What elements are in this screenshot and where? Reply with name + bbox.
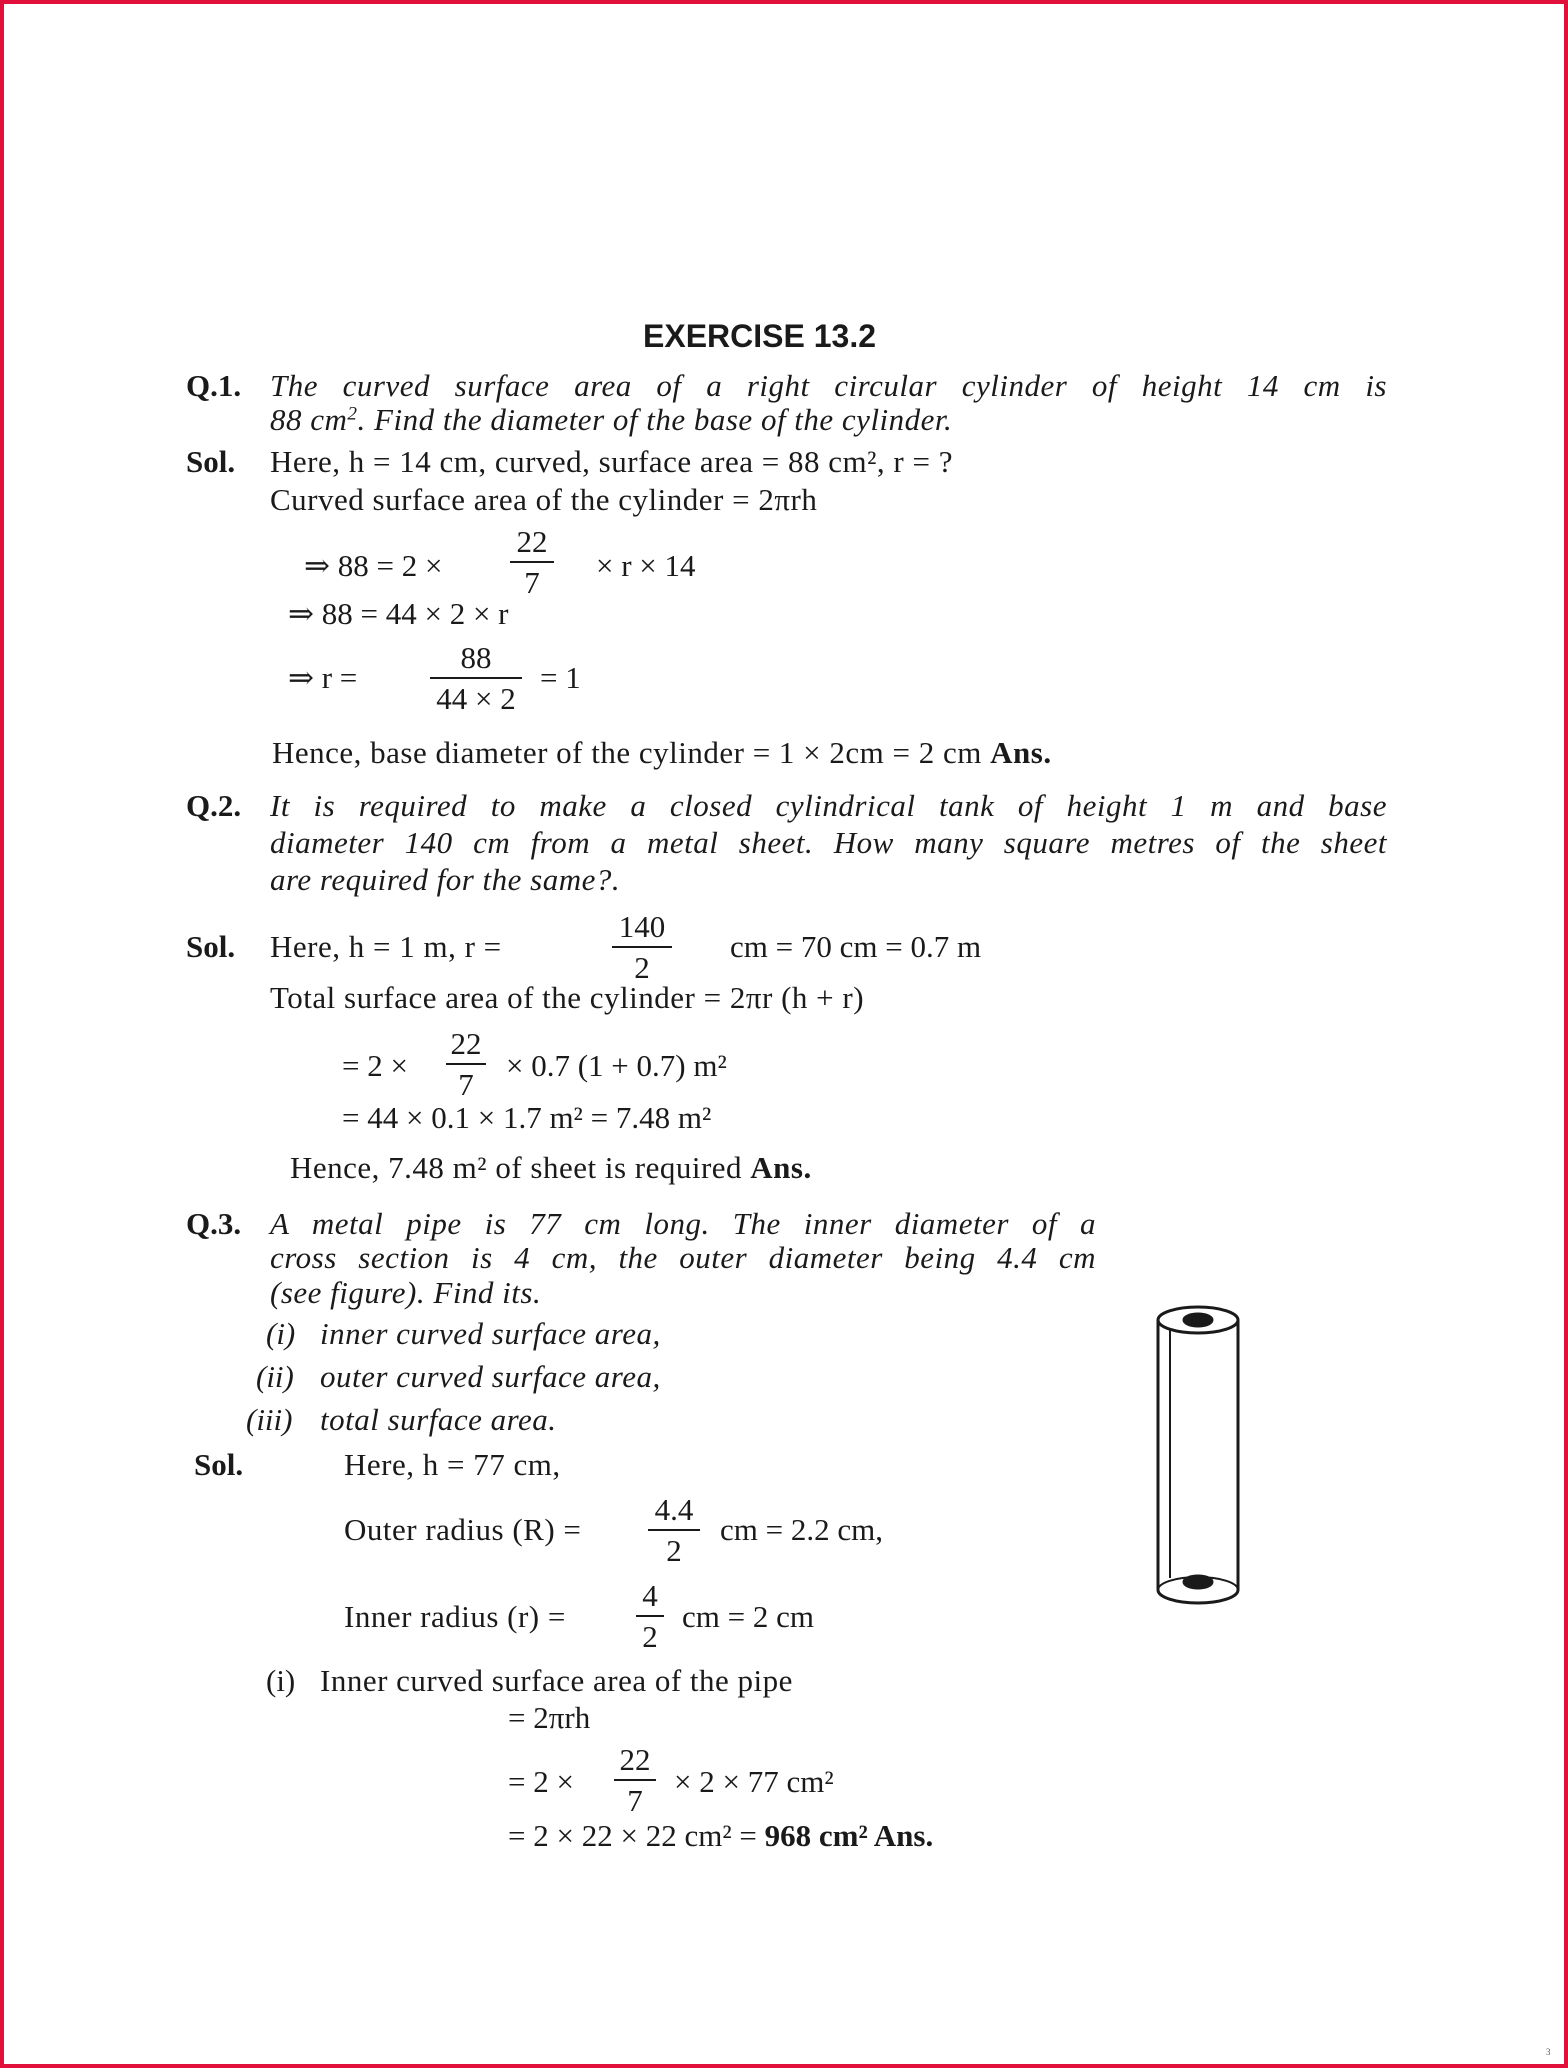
pipe-cylinder <box>1158 1307 1238 1603</box>
q1-step1-den: 7 <box>524 565 540 600</box>
q1-line1: The curved surface area of a right circular cylinder of height 14 cm is <box>270 368 1387 403</box>
q1-step2: ⇒ 88 = 44 × 2 × r <box>288 596 509 631</box>
q2-conclusion <box>290 1152 812 1183</box>
q3-line1: A metal pipe is 77 cm long. The inner diameter of a <box>270 1206 1096 1241</box>
fraction-bar <box>648 1529 700 1531</box>
q3-calc2-lhs: = 2 × <box>508 1764 574 1799</box>
q2-given-num: 140 <box>618 909 666 944</box>
q1-ans: Ans. <box>990 735 1052 770</box>
q2-given-fraction <box>612 911 672 983</box>
q3-sol-label: Sol. <box>194 1447 244 1482</box>
q1-line2-sup: 2 <box>347 403 358 425</box>
page-number: 3 <box>1546 2047 1551 2057</box>
q3-sub-i: Inner curved surface area of the pipe <box>320 1663 793 1698</box>
q1-conclusion <box>272 737 1052 768</box>
fraction-bar <box>636 1615 664 1617</box>
pipe-figure <box>1150 1300 1246 1612</box>
q1-step3-rhs: = 1 <box>540 660 581 695</box>
q2-step2: = 44 × 0.1 × 1.7 m² = 7.48 m² <box>342 1100 712 1135</box>
q3-outer-num: 4.4 <box>654 1492 694 1527</box>
q1-label: Q.1. <box>186 368 242 403</box>
q3-outer-den: 2 <box>666 1533 682 1568</box>
q1-step1-rhs: × r × 14 <box>596 548 696 583</box>
pipe-bottom-hole <box>1184 1576 1212 1588</box>
fraction-bar <box>614 1779 656 1781</box>
q1-step3-fraction <box>430 642 522 714</box>
q3-part3: total surface area. <box>320 1402 557 1437</box>
pipe-bottom-front <box>1158 1590 1238 1603</box>
q1-formula: Curved surface area of the cylinder = 2πrh <box>270 482 818 517</box>
q1-step1-num: 22 <box>516 524 548 559</box>
q2-step1-den: 7 <box>458 1067 474 1102</box>
q3-inner-lhs: Inner radius (r) = <box>344 1599 566 1634</box>
q1-step1-lhs: ⇒ 88 = 2 × <box>304 548 443 583</box>
q3-part1: inner curved surface area, <box>320 1316 661 1351</box>
q3-part3-num: (iii) <box>246 1402 293 1437</box>
q3-outer-fraction <box>648 1494 700 1566</box>
q3-outer-lhs: Outer radius (R) = <box>344 1512 582 1547</box>
q3-part2-num: (ii) <box>256 1359 294 1394</box>
q1-step3-num: 88 <box>460 640 492 675</box>
q2-label: Q.2. <box>186 788 242 823</box>
q2-line1: It is required to make a closed cylindrical tank of height 1 m and base <box>270 788 1387 823</box>
q3-calc2-den: 7 <box>627 1783 643 1818</box>
q3-calc2-fraction <box>614 1744 656 1816</box>
q2-conclusion-text: Hence, 7.48 m² of sheet is required <box>290 1150 743 1185</box>
q2-step1-lhs: = 2 × <box>342 1048 408 1083</box>
q1-step1-fraction <box>510 526 554 598</box>
fraction-bar <box>446 1063 486 1065</box>
q3-part1-num: (i) <box>266 1316 296 1351</box>
exercise-title: EXERCISE 13.2 <box>643 318 876 354</box>
q1-given: Here, h = 14 cm, curved, surface area = 88 cm², r = ? <box>270 444 953 479</box>
q1-conclusion-text: Hence, base diameter of the cylinder = 1 × 2cm = 2 cm <box>272 735 982 770</box>
q3-inner-den: 2 <box>642 1619 658 1654</box>
q3-inner-rhs: cm = 2 cm <box>682 1599 814 1634</box>
fraction-bar <box>430 677 522 679</box>
q2-line2: diameter 140 cm from a metal sheet. How many square metres of the sheet <box>270 825 1387 860</box>
q3-calc2-num: 22 <box>619 1742 651 1777</box>
q2-line3: are required for the same?. <box>270 862 621 897</box>
q3-calc3-ans: 968 cm² Ans. <box>764 1818 934 1853</box>
fraction-bar <box>510 561 554 563</box>
q3-part2: outer curved surface area, <box>320 1359 661 1394</box>
pipe-top-hole <box>1184 1314 1212 1326</box>
q3-calc1: = 2πrh <box>508 1700 591 1735</box>
q1-line2 <box>270 404 952 435</box>
q3-outer-rhs: cm = 2.2 cm, <box>720 1512 883 1547</box>
q3-inner-fraction <box>636 1580 664 1652</box>
q2-ans: Ans. <box>750 1150 812 1185</box>
fraction-bar <box>612 946 672 948</box>
q3-calc3 <box>508 1820 933 1851</box>
q3-line3: (see figure). Find its. <box>270 1275 542 1310</box>
q3-label: Q.3. <box>186 1206 242 1241</box>
q2-step1-fraction <box>446 1028 486 1100</box>
q1-sol-label: Sol. <box>186 444 236 479</box>
q1-line2-a: 88 cm <box>270 402 348 437</box>
q2-given-rhs: cm = 70 cm = 0.7 m <box>730 929 982 964</box>
q2-sol-label: Sol. <box>186 929 236 964</box>
q2-given-lhs: Here, h = 1 m, r = <box>270 929 502 964</box>
q1-line2-b: . Find the diameter of the base of the cylinder. <box>357 402 953 437</box>
q3-given: Here, h = 77 cm, <box>344 1447 561 1482</box>
q1-step3-lhs: ⇒ r = <box>288 660 358 695</box>
q2-formula: Total surface area of the cylinder = 2πr (h + r) <box>270 980 865 1015</box>
q3-inner-num: 4 <box>642 1578 658 1613</box>
q3-calc2-rhs: × 2 × 77 cm² <box>674 1764 834 1799</box>
q2-given-den: 2 <box>634 950 650 985</box>
q3-line2: cross section is 4 cm, the outer diameter being 4.4 cm <box>270 1240 1096 1275</box>
q2-step1-num: 22 <box>450 1026 482 1061</box>
q2-step1-rhs: × 0.7 (1 + 0.7) m² <box>506 1048 727 1083</box>
q3-calc3-text: = 2 × 22 × 22 cm² = <box>508 1818 757 1853</box>
q1-step3-den: 44 × 2 <box>436 681 516 716</box>
q3-sub-i-num: (i) <box>266 1663 296 1698</box>
